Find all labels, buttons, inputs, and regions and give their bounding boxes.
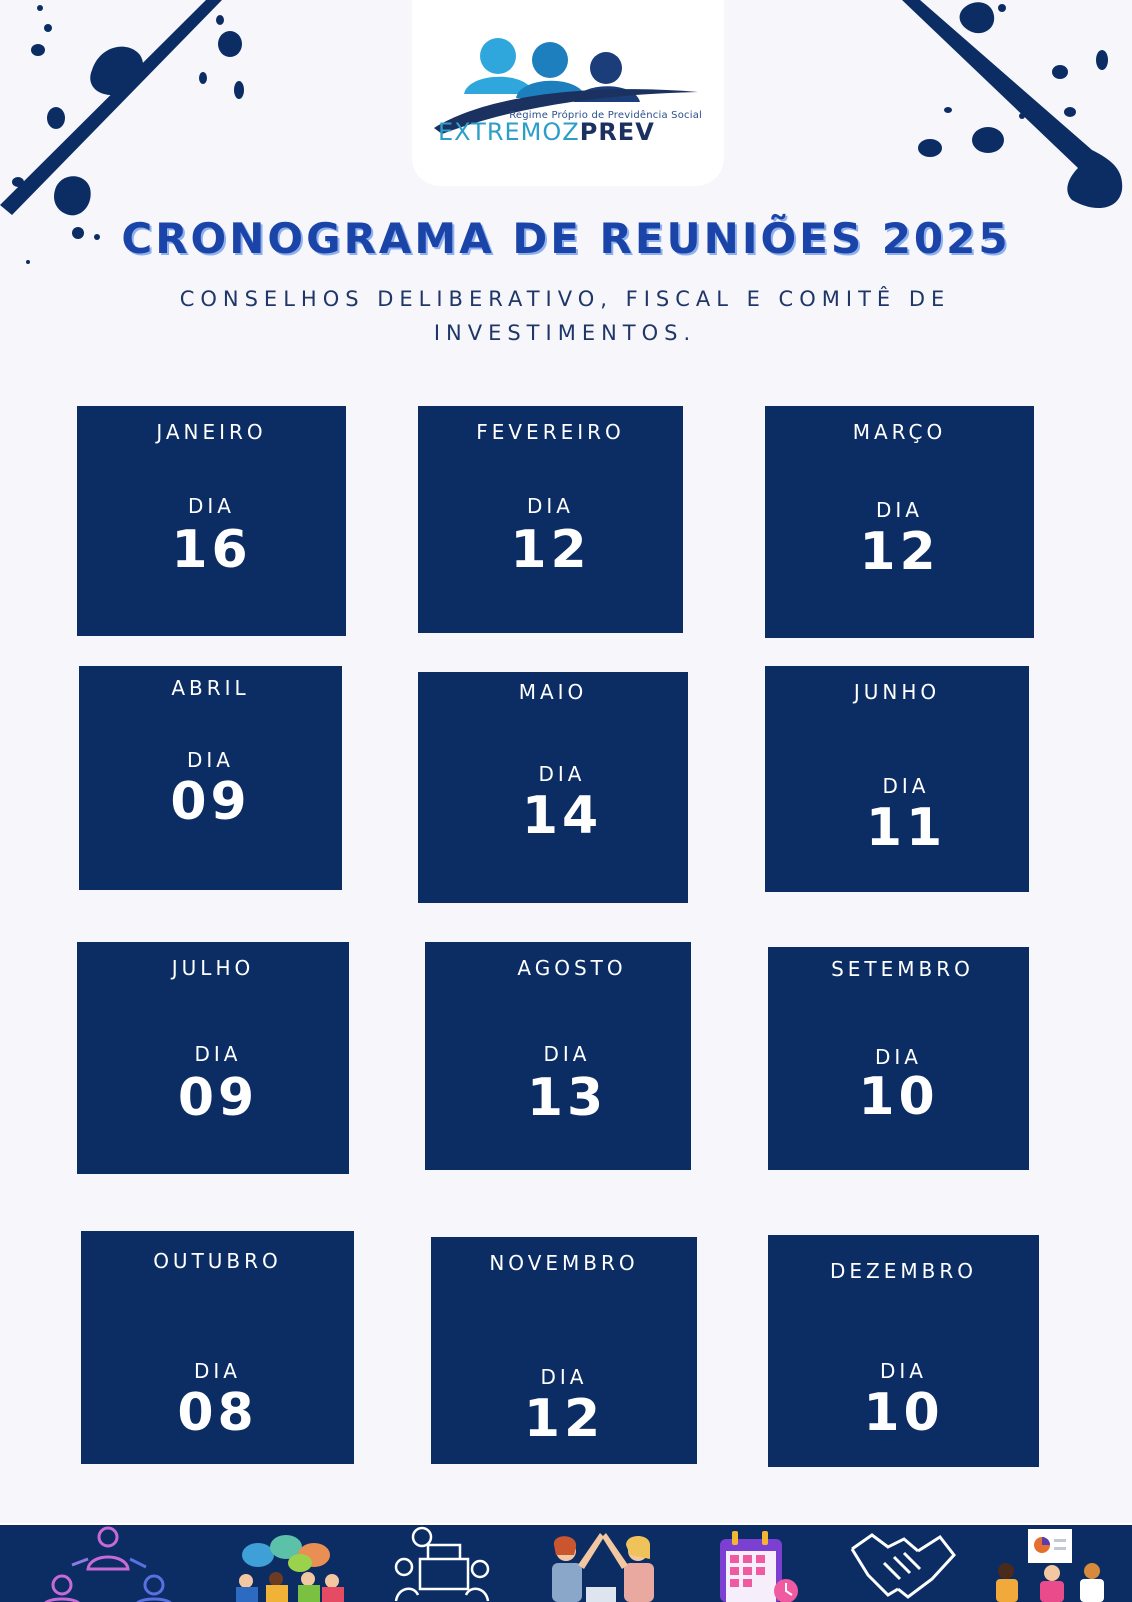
logo-wordmark (438, 118, 718, 146)
meeting-month: ABRIL (171, 676, 250, 700)
meeting-day-label: DIA (538, 762, 586, 786)
group-discussion-icon (228, 1525, 348, 1602)
meeting-month: NOVEMBRO (489, 1251, 639, 1275)
meeting-card-julho (77, 942, 349, 1174)
handshake-icon (848, 1525, 958, 1602)
logo-wordmark-part1: EXTREMOZ (438, 118, 580, 146)
meeting-month: MARÇO (852, 420, 947, 444)
meeting-day-label: DIA (880, 1359, 927, 1383)
meeting-day: 12 (510, 520, 591, 580)
calendar-icon (712, 1525, 802, 1602)
meeting-card-fevereiro (418, 406, 683, 633)
meeting-day-label: DIA (875, 1045, 922, 1069)
page-subtitle (150, 282, 980, 350)
meeting-day: 12 (859, 522, 940, 582)
meeting-day: 08 (177, 1383, 258, 1443)
logo-card (412, 0, 724, 186)
meeting-day-label: DIA (527, 494, 574, 518)
extremozprev-logo-icon (412, 0, 724, 186)
meeting-day: 09 (177, 1068, 259, 1128)
meeting-day: 09 (170, 772, 251, 832)
meeting-table-icon (392, 1525, 492, 1602)
meeting-day-label: DIA (876, 498, 923, 522)
logo-wordmark-part2: PREV (579, 118, 655, 146)
meeting-month: JANEIRO (156, 420, 267, 444)
meeting-day-label: DIA (543, 1042, 591, 1066)
meeting-day: 11 (865, 798, 947, 858)
ink-splatter-right (902, 0, 1132, 220)
meeting-card-setembro (768, 947, 1029, 1170)
meeting-day: 10 (863, 1383, 944, 1443)
subtitle-line-2: INVESTIMENTOS. (433, 321, 697, 345)
meeting-day-label: DIA (882, 774, 930, 798)
meeting-card-novembro (431, 1237, 697, 1464)
meeting-day-label: DIA (188, 494, 235, 518)
meeting-card-abril (79, 666, 342, 890)
meeting-day: 13 (526, 1068, 608, 1128)
meeting-day-label: DIA (194, 1042, 242, 1066)
subtitle-line-1: CONSELHOS DELIBERATIVO, FISCAL E COMITÊ DE (179, 287, 951, 311)
meeting-card-outubro (81, 1231, 354, 1464)
meeting-day-label: DIA (194, 1359, 241, 1383)
meeting-day: 10 (858, 1067, 939, 1127)
meeting-day-label: DIA (187, 748, 234, 772)
meeting-month: JUNHO (853, 680, 941, 704)
meeting-day: 12 (523, 1389, 605, 1449)
presentation-icon (992, 1525, 1112, 1602)
meeting-month: AGOSTO (517, 956, 627, 980)
meeting-month: MAIO (518, 680, 588, 704)
meeting-card-dezembro (768, 1235, 1039, 1467)
high-five-icon (538, 1525, 668, 1602)
meeting-month: SETEMBRO (831, 957, 974, 981)
meeting-card-marco (765, 406, 1034, 638)
meeting-month: FEVEREIRO (476, 420, 625, 444)
meeting-card-janeiro (77, 406, 346, 636)
logo-tagline: Regime Próprio de Previdência Social (509, 110, 702, 121)
meeting-card-maio (418, 672, 688, 903)
meeting-month: DEZEMBRO (830, 1259, 977, 1283)
footer-illustration-strip (0, 1523, 1132, 1602)
team-network-icon (30, 1525, 180, 1602)
meeting-card-junho (765, 666, 1029, 892)
page-title: CRONOGRAMA DE REUNIÕES 2025 (121, 214, 1011, 263)
meeting-day: 16 (171, 520, 252, 580)
meeting-month: JULHO (171, 956, 255, 980)
meeting-day-label: DIA (540, 1365, 588, 1389)
meeting-card-agosto (425, 942, 691, 1170)
meeting-month: OUTUBRO (153, 1249, 282, 1273)
meeting-day: 14 (521, 786, 603, 846)
